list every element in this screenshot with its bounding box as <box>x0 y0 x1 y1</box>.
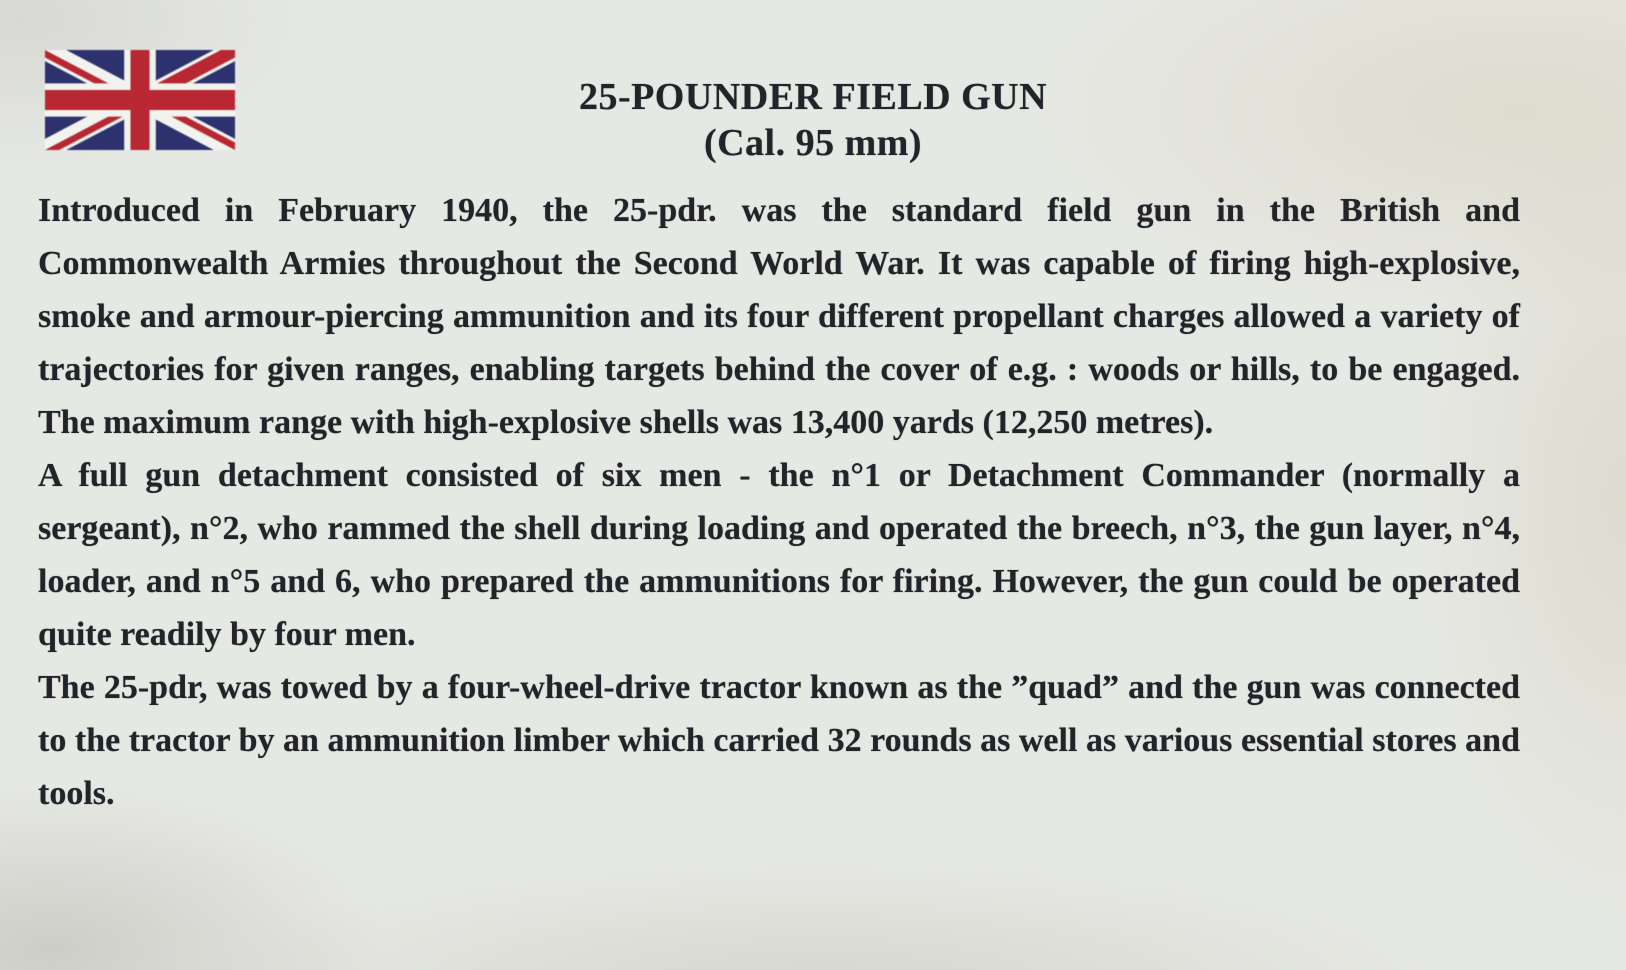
paragraph-towing: The 25-pdr, was towed by a four-wheel-drive tractor known as the ”quad” and the gun was connected to the tractor by an ammunition limber which carried 32 rounds as well as various essential stores and tools. <box>38 669 1520 812</box>
title-block <box>0 74 1626 166</box>
paragraph-detachment: A full gun detachment consisted of six men - the n°1 or Detachment Commander (normally a sergeant), n°2, who rammed the shell during loading and operated the breech, n°3, the gun layer, n°4, loader, and n°5 and 6, who prepared the ammunitions for firing. However, the gun could be operated quite readily by four men. <box>38 457 1520 653</box>
sign-body <box>38 184 1520 820</box>
sign-title: 25-POUNDER FIELD GUN <box>578 76 1048 118</box>
paragraph-introduction: Introduced in February 1940, the 25-pdr. was the standard field gun in the British and Commonwealth Armies throughout the Second World War. It was capable of firing high-explosive, smoke and armour-piercing ammunition and its four different propellant charges allowed a variety of trajectories for given ranges, enabling targets behind the cover of e.g. : woods or hills, to be engaged. The maximum range with high-explosive shells was 13,400 yards (12,250 metres). <box>38 192 1520 441</box>
sign-subtitle: (Cal. 95 mm) <box>703 122 923 164</box>
